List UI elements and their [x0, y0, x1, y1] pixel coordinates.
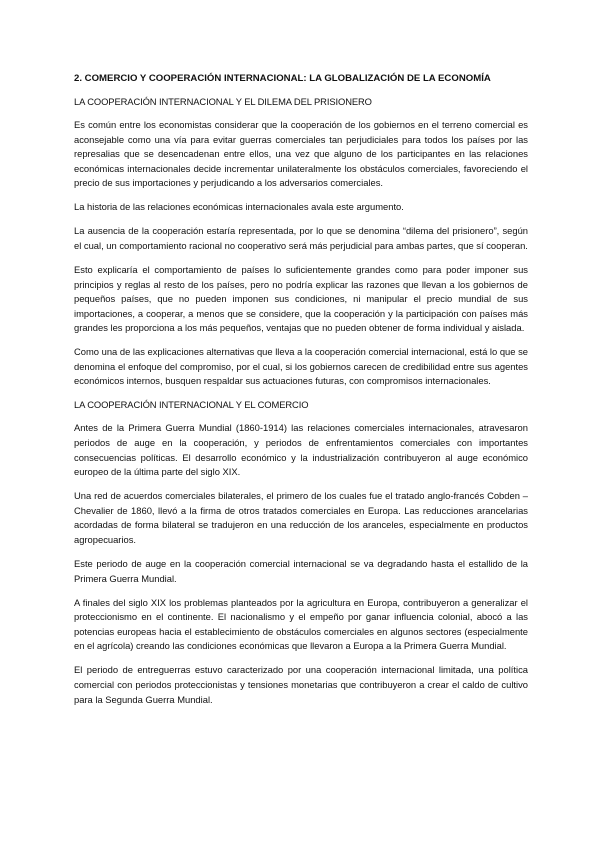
paragraph: Como una de las explicaciones alternativas que lleva a la cooperación comercial internacional, está lo que se denomina el enfoque del compromiso, por el cual, si los gobiernos carecen de credibilidad entre sus agentes económicos internos, busquen respaldar sus actuaciones futuras, con compromisos internacionales.	[74, 346, 528, 387]
paragraph: Esto explicaría el comportamiento de países lo suficientemente grandes como para poder imponer sus principios y reglas al resto de los países, pero no podría explicar las razones que llevan a los gobiernos de pequeños países, que no pueden imponen sus condiciones, ni manipular el precio mundial de sus importaciones, a cooperar, a menos que se considere, que la cooperación y la participación con países más grandes les proporciona a los más pequeños, ventajas que no pueden obtener de forma individual y aislada.	[74, 263, 528, 334]
section-cooperacion-comercio	[74, 398, 528, 707]
paragraph: La ausencia de la cooperación estaría representada, por lo que se denomina “dilema del prisionero”, según el cual, un comportamiento racional no cooperativo será más perjudicial para ambas partes, que sí cooperan.	[74, 225, 528, 251]
paragraph: El periodo de entreguerras estuvo caracterizado por una cooperación internacional limitada, una política comercial con periodos proteccionistas y tensiones monetarias que contribuyeron a crear el caldo de cultivo para la Segunda Guerra Mundial.	[74, 664, 528, 705]
paragraph: A finales del siglo XIX los problemas planteados por la agricultura en Europa, contribuyeron a generalizar el proteccionismo en el continente. El nacionalismo y el empeño por ganar influencia colonial, abocó a las potencias europeas hacia el establecimiento de obstáculos comerciales en algunos sectores (especialmente en el agrícola) creando las condiciones económicas que llevaron a Europa a la Primera Guerra Mundial.	[74, 596, 528, 652]
document-title: 2. COMERCIO Y COOPERACIÓN INTERNACIONAL: LA GLOBALIZACIÓN DE LA ECONOMÍA	[74, 73, 491, 84]
paragraph: Este periodo de auge en la cooperación comercial internacional se va degradando hasta el estallido de la Primera Guerra Mundial.	[74, 557, 528, 584]
paragraph: Una red de acuerdos comerciales bilaterales, el primero de los cuales fue el tratado anglo-francés Cobden – Chevalier de 1860, llevó a la firma de otros tratados comerciales en Europa. Las reducciones arancelarias acordadas de forma bilateral se tradujeron en una reducción de los aranceles, especialmente en productos agropecuarios.	[74, 490, 528, 545]
section-heading: LA COOPERACIÓN INTERNACIONAL Y EL DILEMA DEL PRISIONERO	[74, 96, 372, 107]
section-heading: LA COOPERACIÓN INTERNACIONAL Y EL COMERCIO	[74, 399, 309, 411]
paragraph: Antes de la Primera Guerra Mundial (1860-1914) las relaciones comerciales internacionales, atravesaron periodos de auge en la cooperación, y periodos de enfrentamientos comerciales con importantes consecuencias políticas. El desarrollo económico y la industrialización contribuyeron al auge económico europeo de la última parte del siglo XIX.	[74, 422, 528, 478]
section-dilema-prisionero	[74, 95, 528, 389]
paragraph: La historia de las relaciones económicas internacionales avala este argumento.	[74, 201, 404, 213]
paragraph: Es común entre los economistas considerar que la cooperación de los gobiernos en el terreno comercial es aconsejable como una vía para evitar guerras comerciales tan perjudiciales para todos los países por las represalias que se desencadenan entre ellos, una vez que alguno de los participantes en las relaciones económicas internacionales decide incrementar unilateralmente los obstáculos comerciales, favoreciendo el precio de sus importaciones y perjudicando a los adversarios comerciales.	[74, 119, 528, 189]
